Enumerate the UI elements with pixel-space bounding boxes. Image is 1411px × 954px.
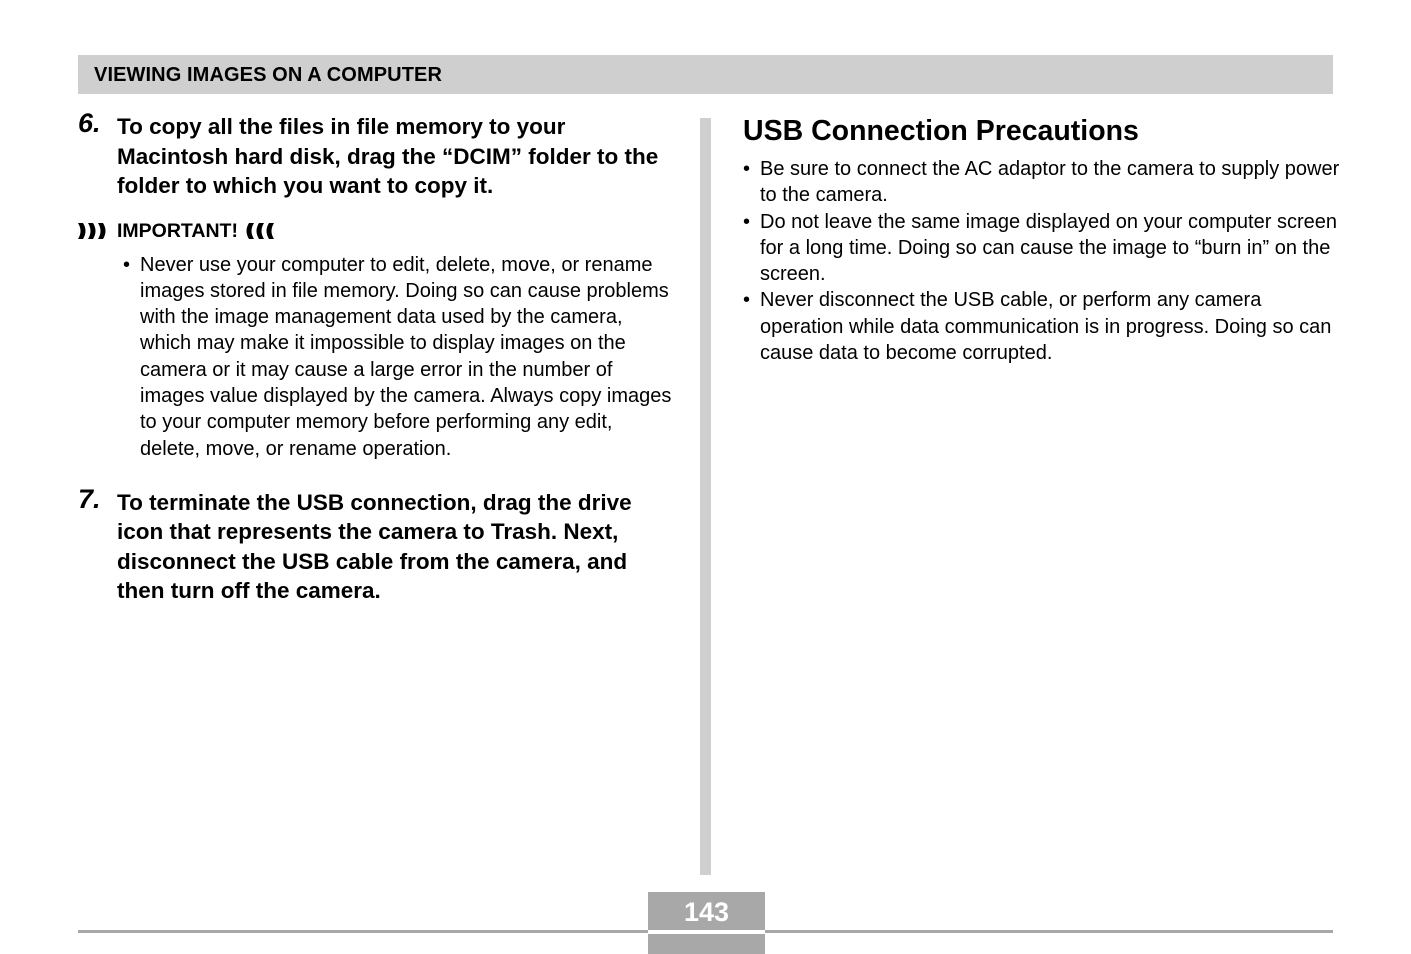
step-7-text: To terminate the USB connection, drag the drive icon that represents the camera to Trash. Next, disconnect the USB cable from the camera, and then turn off the camera. bbox=[117, 489, 632, 604]
step-7 bbox=[78, 483, 678, 606]
list-item bbox=[743, 156, 1343, 209]
important-label: IMPORTANT! bbox=[117, 219, 238, 242]
precautions-list bbox=[743, 156, 1343, 366]
left-column bbox=[78, 108, 678, 606]
important-note-header bbox=[78, 220, 678, 242]
list-item bbox=[123, 252, 678, 462]
page-number: 143 bbox=[683, 897, 730, 927]
column-divider bbox=[700, 118, 711, 875]
precaution-text: Be sure to connect the AC adaptor to the camera to supply power to the camera. bbox=[760, 158, 1340, 207]
section-header-title: VIEWING IMAGES ON A COMPUTER bbox=[94, 64, 442, 86]
important-bullet-text: Never use your computer to edit, delete, move, or rename images stored in file memory. Doing so can cause problems with the image management data used by the camera, which may make it impossible to display images on the camera or it may cause a large error in the number of images value displayed by the camera. Always copy images to your computer memory before performing any edit, delete, move, or rename operation. bbox=[140, 253, 672, 460]
list-item bbox=[743, 287, 1343, 366]
triple-chevron-right-icon bbox=[78, 222, 108, 240]
step-6-text: To copy all the files in file memory to your Macintosh hard disk, drag the “DCIM” folder to the folder to which you want to copy it. bbox=[117, 114, 659, 198]
section-title: USB Connection Precautions bbox=[743, 115, 1139, 147]
step-7-number: 7. bbox=[78, 483, 101, 514]
precaution-text: Do not leave the same image displayed on your computer screen for a long time. Doing so can cause the image to “burn in” on the screen. bbox=[760, 210, 1337, 286]
page-number-separator bbox=[648, 930, 765, 934]
precaution-text: Never disconnect the USB cable, or perform any camera operation while data communication is in progress. Doing so can cause data to become corrupted. bbox=[760, 289, 1332, 365]
bullet-icon: • bbox=[123, 253, 131, 276]
bullet-icon: • bbox=[743, 210, 751, 233]
step-6-number: 6. bbox=[78, 108, 101, 138]
page-number-box bbox=[648, 892, 765, 954]
bullet-icon: • bbox=[743, 289, 751, 312]
header-bar bbox=[78, 55, 1333, 94]
list-item bbox=[743, 209, 1343, 288]
triple-chevron-left-icon bbox=[244, 222, 274, 240]
step-6 bbox=[78, 108, 678, 201]
important-bullet-list bbox=[78, 252, 678, 462]
bullet-icon: • bbox=[743, 158, 751, 180]
right-column bbox=[743, 112, 1343, 366]
